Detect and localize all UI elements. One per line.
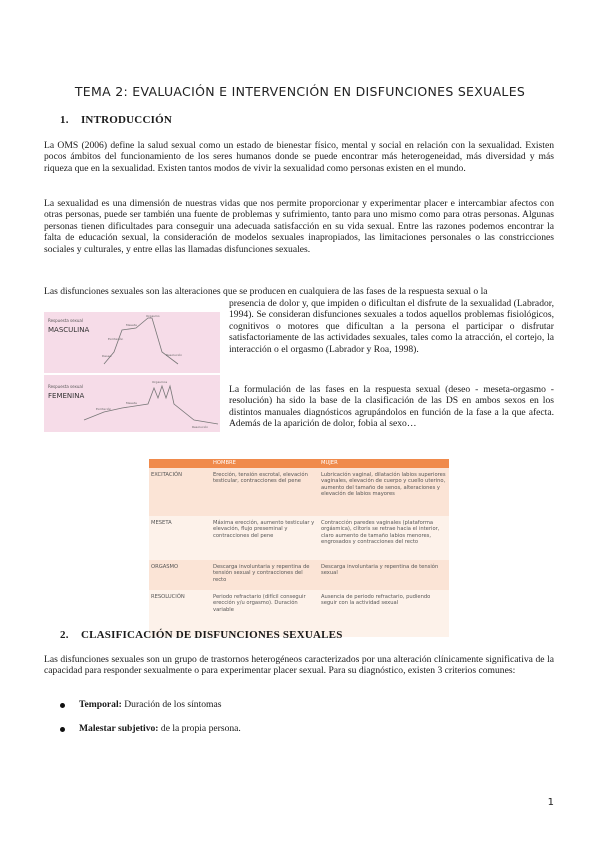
female-point-excitacion: Excitación [96, 407, 112, 411]
table-cell-phase: EXCITACIÓN [151, 472, 182, 478]
table-cell-man: Periodo refractario (difícil conseguir erección y/u orgasmo). Duración variable [213, 594, 306, 613]
bullet-icon [60, 727, 65, 732]
list-item [60, 723, 540, 737]
bullet-term: Malestar subjetivo: [79, 723, 159, 734]
table-cell-phase: RESOLUCIÓN [151, 594, 185, 600]
bullet-description: Duración de los síntomas [121, 699, 222, 710]
table-cell-phase: MESETA [151, 520, 172, 526]
sexual-response-diagram [44, 312, 220, 432]
table-cell-man: Descarga involuntaria y repentina de tensión sexual y contracciones del recto [213, 564, 310, 583]
male-point-orgasmo: Orgasmo [146, 314, 160, 318]
paragraph-intro-4: La formulación de las fases en la respuesta sexual (deseo - meseta-orgasmo - resolución) ha sido la base de la clasificación de las DS en ambos sexos en los distintos manuales diagnósticos agrupándolos en función de la fase a la que afecta. Además de la aparición de dolor, fobia al sexo… [229, 384, 554, 430]
section-title: INTRODUCCIÓN [80, 114, 172, 126]
paragraph-intro-3-lead: Las disfunciones sexuales son las alteraciones que se producen en cualquiera de las fases de la respuesta sexual o la [44, 286, 488, 297]
male-point-excitacion: Excitación [108, 337, 124, 341]
section-number: 1. [60, 114, 69, 126]
female-point-meseta: Meseta [126, 401, 137, 405]
male-point-meseta: Meseta [126, 323, 137, 327]
section-heading-introduccion [60, 114, 172, 126]
paragraph-intro-2: La sexualidad es una dimensión de nuestras vidas que nos permite proporcionar y experimentar placer e intercambiar afectos con otras personas, puede ser también una fuente de problemas y sufrimiento, tanto para uno mismo como para otras personas. Algunas personas tienen dificultades para conseguir una adecuada satisfacción en su vida sexual. Entre las razones podemos encontrar la falta de educación sexual, la consideración de modelos sexuales inapropiados, las limitaciones personales o las constricciones sociales y culturales, y entre ellas las llamadas disfunciones sexuales. [44, 198, 554, 255]
bullet-icon [60, 703, 65, 708]
table-header-mujer: MUJER [321, 460, 338, 466]
female-label-small: Respuesta sexual [48, 384, 83, 389]
paragraph-classification: Las disfunciones sexuales son un grupo de trastornos heterogéneos caracterizados por una alteración clínicamente significativa de la capacidad para responder sexualmente o para experimentar placer sexual. Para su diagnóstico, existen 3 criterios comunes: [44, 654, 554, 677]
table-row [149, 468, 449, 516]
table-cell-phase: ORGASMO [151, 564, 179, 570]
list-item [60, 699, 540, 713]
female-point-orgasmos: Orgasmos [152, 380, 168, 384]
table-row [149, 560, 449, 590]
table-cell-man: Erección, tensión escrotal, elevación testicular, contracciones del pene [213, 472, 308, 485]
female-label: FEMENINA [48, 392, 85, 400]
section-heading-clasificacion [60, 629, 343, 641]
page-number: 1 [547, 797, 554, 808]
table-cell-woman: Lubricación vaginal, dilatación labios superiores vaginales, elevación de cuerpo y cuello uterino, aumento del tamaño de senos, alteraciones y elevación de labios mayores [321, 472, 446, 498]
table-cell-woman: Descarga involuntaria y repentina de tensión sexual [321, 564, 439, 577]
male-point-deseo: Deseo [102, 354, 112, 358]
sexual-response-table [149, 459, 449, 637]
table-cell-woman: Contracción paredes vaginales (plataforma orgásmica), clítoris se retrae hacia el interior, claro aumento de tamaño labios menores, engrosados y contracciones del recto [321, 520, 440, 546]
female-point-resolucion: Resolución [192, 425, 209, 429]
bullet-description: de la propia persona. [158, 723, 241, 734]
male-point-resolucion: Resolución [166, 353, 183, 357]
table-cell-woman: Ausencia de periodo refractario, pudiendo seguir con la actividad sexual [321, 594, 431, 607]
paragraph-intro-1: La OMS (2006) define la salud sexual como un estado de bienestar físico, mental y social en relación con la sexualidad. Existen pocos ámbitos del funcionamiento de los seres humanos donde se puede encontrar más heterogeneidad, más diversidad y más riqueza que en la sexualidad. Existen tantos modos de vivir la sexualidad como personas existen en el mundo. [44, 140, 554, 174]
table-header-hombre: HOMBRE [213, 460, 236, 466]
table-row [149, 516, 449, 560]
bullet-term: Temporal: [79, 699, 122, 710]
paragraph-intro-3-cont: presencia de dolor y, que impiden o dificultan el disfrute de la sexualidad (Labrador, 1994). Se consideran disfunciones sexuales a todos aquellos problemas fisiológicos, cognitivos o motores que dificultan a la persona el participar o disfrutar satisfactoriamente de las actividades sexuales, tales como la atracción, el cortejo, la interacción o el orgasmo (Labrador y Roa, 1998). [229, 298, 554, 355]
male-label-small: Respuesta sexual [48, 318, 83, 323]
male-label: MASCULINA [48, 326, 90, 334]
table-header-row [149, 459, 449, 468]
section-number: 2. [60, 629, 69, 641]
page-title: TEMA 2: EVALUACIÓN E INTERVENCIÓN EN DISFUNCIONES SEXUALES [74, 84, 526, 99]
table-cell-man: Máxima erección, aumento testicular y elevación, flujo preseminal y contracciones del pene [213, 520, 315, 539]
sexual-response-figure [44, 312, 220, 432]
section-title: CLASIFICACIÓN DE DISFUNCIONES SEXUALES [80, 629, 343, 641]
